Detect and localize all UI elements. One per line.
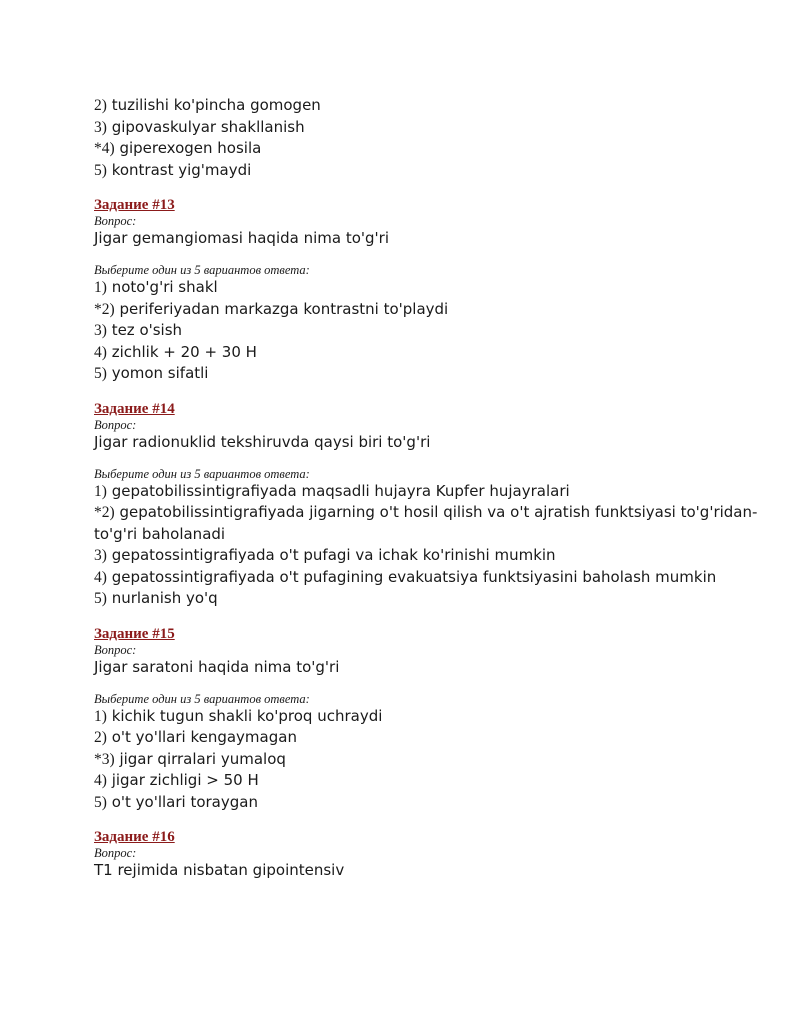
answer-option-correct: *4) giperexogen hosila [94,139,262,157]
answer-option: 2) tuzilishi ko'pincha gomogen [94,96,321,114]
answer-option: 3) gipovaskulyar shakllanish [94,117,305,136]
question-text: Jigar saratoni haqida nima to'g'ri [94,657,340,676]
answer-option: 2) o't yo'llari kengaymagan [94,728,297,746]
answer-option-correct: *2) periferiyadan markazga kontrastni to'playdi [94,299,449,318]
task-16 [94,829,774,881]
answer-option: 1) gepatobilissintigrafiyada maqsadli hujayra Kupfer hujayralari [94,481,570,500]
task-title: Задание #16 [94,829,175,845]
task-title: Задание #15 [94,625,175,642]
question-text: Jigar radionuklid tekshiruvda qaysi biri to'g'ri [94,432,431,451]
task-15 [94,626,774,814]
question-label: Вопрос: [94,642,137,657]
answer-option: 1) noto'g'ri shakl [94,278,218,296]
question-text: Jigar gemangiomasi haqida nima to'g'ri [94,229,389,247]
options-label: Выберите один из 5 вариантов ответа: [94,263,310,277]
answer-option: 5) nurlanish yo'q [94,589,218,607]
task-title: Задание #13 [94,197,175,213]
task-title: Задание #14 [94,400,175,417]
leading-answer-list [94,95,774,181]
answer-option-correct: *2) gepatobilissintigrafiyada jigarning o't hosil qilish va o't ajratish funktsiyasi to'g'ridan-to'g'ri baholanadi [94,503,758,543]
task-14 [94,401,774,610]
question-label: Вопрос: [94,417,137,432]
options-label: Выберите один из 5 вариантов ответа: [94,691,310,706]
answer-option: 5) kontrast yig'maydi [94,160,252,179]
answer-option: 4) zichlik + 20 + 30 H [94,342,257,361]
answer-option: 3) tez o'sish [94,321,183,339]
question-label: Вопрос: [94,846,137,860]
answer-option: 4) gepatossintigrafiyada o't pufagining evakuatsiya funktsiyasini baholash mumkin [94,567,717,586]
answer-option: 1) kichik tugun shakli ko'proq uchraydi [94,706,383,725]
options-label: Выберите один из 5 вариантов ответа: [94,466,310,481]
task-13 [94,197,774,385]
question-text: T1 rejimida nisbatan gipointensiv [94,861,345,879]
answer-option: 5) yomon sifatli [94,364,209,382]
answer-option-correct: *3) jigar qirralari yumaloq [94,749,286,768]
question-label: Вопрос: [94,214,137,228]
answer-option: 3) gepatossintigrafiyada o't pufagi va ichak ko'rinishi mumkin [94,546,556,564]
document-page [94,95,774,881]
answer-option: 4) jigar zichligi > 50 H [94,771,259,789]
answer-option: 5) o't yo'llari toraygan [94,792,258,811]
